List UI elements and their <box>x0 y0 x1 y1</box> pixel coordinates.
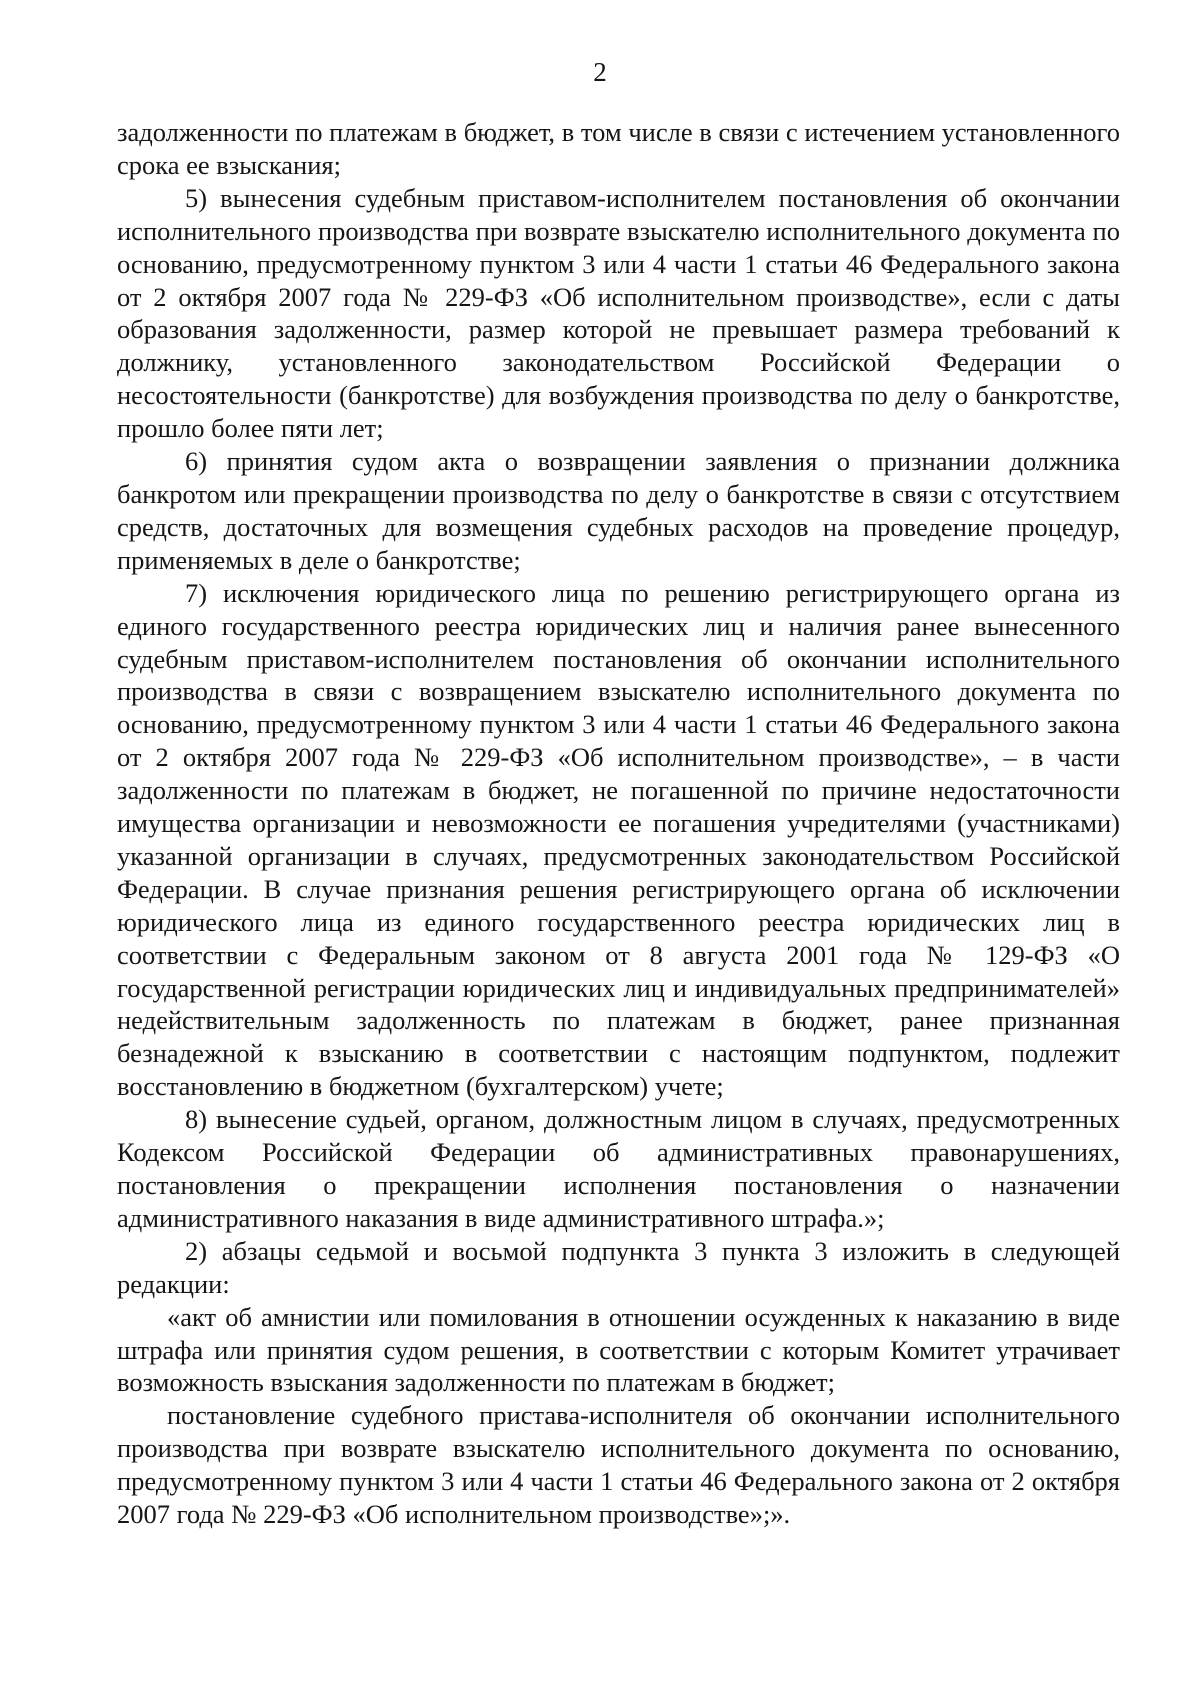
paragraph-continuation: задолженности по платежам в бюджет, в том числе в связи с истечением установленного срока ее взыскания; <box>117 117 1120 180</box>
paragraph-amendment-2: 2) абзацы седьмой и восьмой подпункта 3 пункта 3 изложить в следующей редакции: <box>117 1235 1120 1299</box>
paragraph-item-8: 8) вынесение судьей, органом, должностным лицом в случаях, предусмотренных Кодексом Российской Федерации об административных правонарушениях, постановления о прекращении исполнения постановления о назначении административного наказания в виде административного штрафа.»; <box>117 1104 1120 1233</box>
paragraph-item-6: 6) принятия судом акта о возвращении заявления о признании должника банкротом или прекращении производства по делу о банкротстве в связи с отсутствием средств, достаточных для возмещения судебных расходов на проведение процедур, применяемых в деле о банкротстве; <box>117 446 1120 575</box>
paragraph-item-5: 5) вынесения судебным приставом-исполнителем постановления об окончании исполнительного производства при возврате взыскателю исполнительного документа по основанию, предусмотренному пунктом 3 или 4 части 1 статьи 46 Федерального закона от 2 октября 2007 года № 229-ФЗ «Об исполнительном производстве», если с даты образования задолженности, размер которой не превышает размера требований к должнику, установленного законодательством Российской Федерации о несостоятельности (банкротстве) для возбуждения производства по делу о банкротстве, прошло более пяти лет; <box>117 182 1120 444</box>
paragraph-quote-2: постановление судебного пристава-исполнителя об окончании исполнительного производства при возврате взыскателю исполнительного документа по основанию, предусмотренному пунктом 3 или 4 части 1 статьи 46 Федерального закона от 2 октября 2007 года № 229-ФЗ «Об исполнительном производстве»;». <box>117 1400 1120 1530</box>
page-number: 2 <box>593 57 607 87</box>
paragraph-quote-1: «акт об амнистии или помилования в отношении осужденных к наказанию в виде штрафа или принятия судом решения, в соответствии с которым Комитет утрачивает возможность взыскания задолженности по платежам в бюджет; <box>117 1301 1120 1398</box>
paragraph-item-7: 7) исключения юридического лица по решению регистрирующего органа из единого государственного реестра юридических лиц и наличия ранее вынесенного судебным приставом-исполнителем постановления об окончании исполнительного производства в связи с возвращением взыскателю исполнительного документа по основанию, предусмотренному пунктом 3 или 4 части 1 статьи 46 Федерального закона от 2 октября 2007 года № 229-ФЗ «Об исполнительном производстве», – в части задолженности по платежам в бюджет, не погашенной по причине недостаточности имущества организации и невозможности ее погашения учредителями (участниками) указанной организации в случаях, предусмотренных законодательством Российской Федерации. В случае признания решения регистрирующего органа об исключении юридического лица из единого государственного реестра юридических лиц в соответствии с Федеральным законом от 8 августа 2001 года № 129-ФЗ «О государственной регистрации юридических лиц и индивидуальных предпринимателей» недействительным задолженность по платежам в бюджет, ранее признанная безнадежной к взысканию в соответствии с настоящим подпунктом, подлежит восстановлению в бюджетном (бухгалтерском) учете; <box>117 577 1120 1102</box>
document-body <box>117 116 1120 1531</box>
